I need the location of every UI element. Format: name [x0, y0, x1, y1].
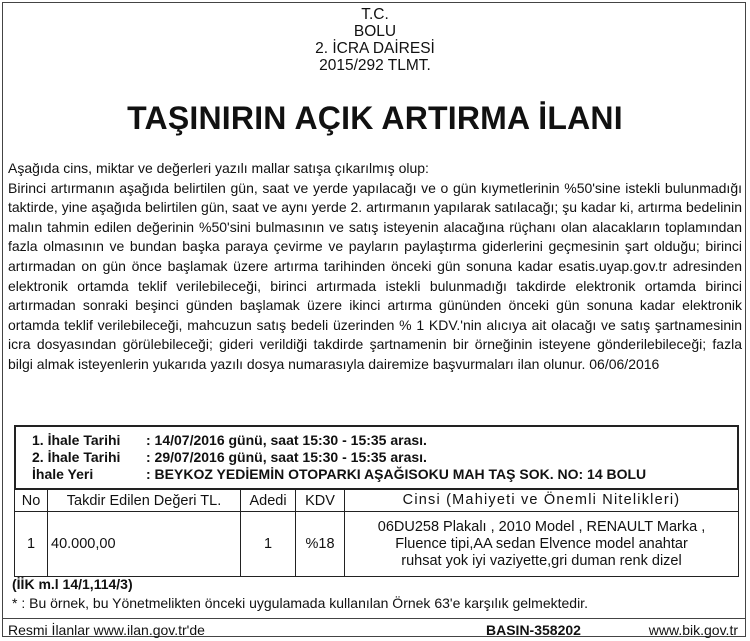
- law-reference: (İİK m.l 14/1,114/3): [12, 576, 133, 592]
- table-row: [15, 512, 739, 577]
- cell-desc: [345, 512, 739, 577]
- auction-place-value: : BEYKOZ YEDİEMİN OTOPARKI AŞAĞISOKU MAH TAŞ SOK. NO: 14 BOLU: [146, 466, 647, 482]
- first-auction-label: 1. İhale Tarihi: [32, 432, 121, 448]
- first-auction-value: : 14/07/2016 günü, saat 15:30 - 15:35 arası.: [146, 432, 427, 448]
- announcement-body: [8, 159, 742, 375]
- footer-ilan-link[interactable]: Resmi İlanlar www.ilan.gov.tr'de: [8, 622, 205, 638]
- header-desc: Cinsi (Mahiyeti ve Önemli Nitelikleri): [345, 490, 739, 512]
- cell-kdv: %18: [296, 512, 345, 577]
- header-line-office: 2. İCRA DAİRESİ: [315, 40, 435, 57]
- cell-value: 40.000,00: [48, 512, 241, 577]
- table-header-row: [15, 490, 739, 512]
- second-auction-label: 2. İhale Tarihi: [32, 449, 121, 465]
- footer-bik-link[interactable]: www.bik.gov.tr: [648, 622, 738, 638]
- desc-line-2: Fluence tipi,AA sedan Elvence model anahtar: [395, 535, 688, 552]
- footer: [2, 618, 746, 638]
- items-table: [14, 489, 739, 577]
- header-value: Takdir Edilen Değeri TL.: [48, 490, 241, 512]
- header-line-city: BOLU: [353, 23, 397, 40]
- auction-info-box: [14, 425, 739, 489]
- footnote: * : Bu örnek, bu Yönetmelikten önceki uygulamada kullanılan Örnek 63'e karşılık gelmektedir.: [12, 595, 588, 611]
- cell-qty: 1: [241, 512, 296, 577]
- header-kdv: KDV: [296, 490, 345, 512]
- footer-press-code: BASIN-358202: [486, 622, 581, 638]
- header-no: No: [15, 490, 48, 512]
- auction-place-label: İhale Yeri: [32, 466, 94, 482]
- second-auction-value: : 29/07/2016 günü, saat 15:30 - 15:35 arası.: [146, 449, 427, 465]
- auction-place-row: [32, 466, 646, 482]
- header-line-tc: T.C.: [361, 6, 389, 23]
- intro-text: Aşağıda cins, miktar ve değerleri yazılı mallar satışa çıkarılmış olup:: [8, 160, 429, 176]
- main-paragraph: Birinci artırmanın aşağıda belirtilen gün, saat ve yerde yapılacağı ve o gün kıymetlerinin %50'sine istekli bulunmadığı taktirde, yine aşağıda belirtilen gün, saat ve aynı yerde 2. artırmanın yapılarak satılacağı; şu kadar ki, artırma bedelinin malın tahmin edilen değerinin %50'sini bulmasının ve satış isteyenin alacağına rüçhanı olan alacakların toplamından fazla olmasının ve bundan başka paraya çevirme ve payların paylaştırma giderlerini geçmesinin şart olduğu; birinci artırmadan on gün önce başlamak üzere artırma tarihinden önceki gün sonuna kadar esatis.uyap.gov.tr adresinden elektronik ortamda teklif verilebileceği, birinci artırmada istekli bulunmadığı takdirde elektronik ortamda birinci artırmadan sonraki beşinci günden başlamak üzere ikinci artırma gününden önceki gün sonuna kadar elektronik ortamda teklif verilebileceği, mahcuzun satış bedeli üzerinden % 1 KDV.'nin alıcıya ait olacağı ve satış şartnamesinin icra dosyasından görülebileceği; gideri verildiği takdirde şartnamenin bir örneğinin isteyene gönderilebileceği; fazla bilgi almak isteyenlerin yukarıda yazılı dosya numarasıyla dairemize başvurmaları ilan olunur. 06/06/2016: [8, 179, 742, 372]
- header-line-file-number: 2015/292 TLMT.: [319, 57, 431, 74]
- header-qty: Adedi: [241, 490, 296, 512]
- page-title: TAŞINIRIN AÇIK ARTIRMA İLANI: [127, 100, 623, 136]
- desc-line-1: 06DU258 Plakalı , 2010 Model , RENAULT Marka ,: [377, 518, 706, 535]
- header: [0, 6, 750, 74]
- desc-line-3: ruhsat yok iyi vaziyette,gri duman renk dizel: [401, 552, 682, 569]
- second-auction-row: [32, 449, 427, 465]
- cell-no: 1: [15, 512, 48, 577]
- first-auction-row: [32, 432, 427, 448]
